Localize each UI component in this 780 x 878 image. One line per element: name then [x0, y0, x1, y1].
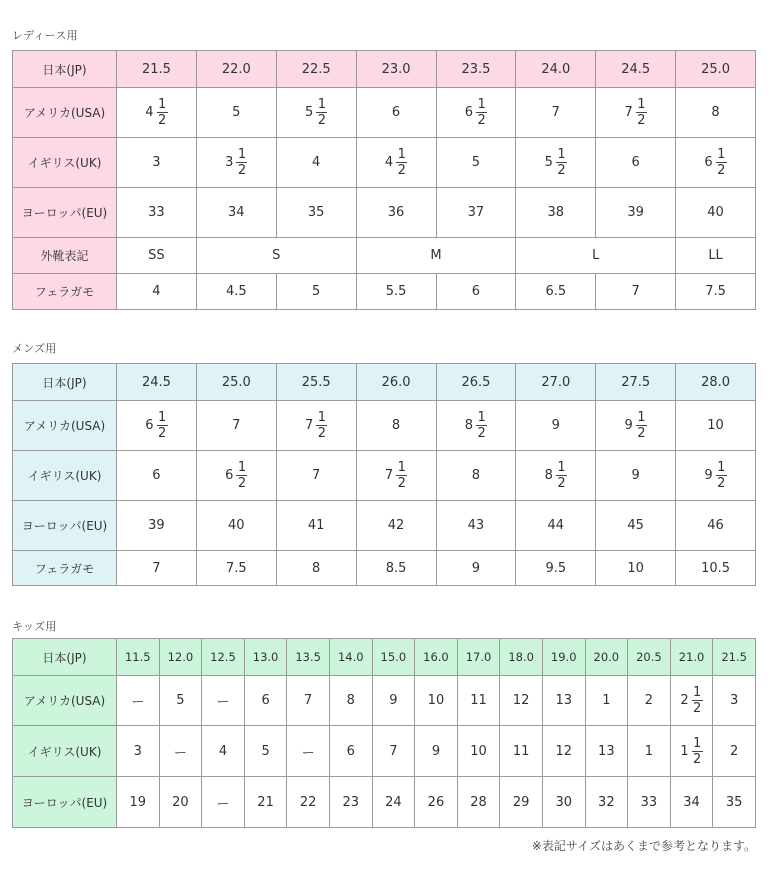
size-cell: 8 [329, 676, 372, 726]
jp-size-cell: 22.5 [276, 51, 356, 88]
jp-size-cell: 28.0 [676, 364, 756, 401]
size-cell: S [196, 238, 356, 274]
row-label: イギリス(UK) [13, 138, 117, 188]
size-row [13, 551, 756, 586]
size-cell: 6 [436, 274, 516, 310]
jp-size-cell: 27.0 [516, 364, 596, 401]
mens-size-table [12, 363, 756, 586]
size-cell: 20 [159, 777, 202, 828]
size-cell: 2 [713, 726, 756, 777]
fraction-value: 2 1 2 [680, 685, 702, 716]
size-cell: 46 [676, 501, 756, 551]
size-row [13, 401, 756, 451]
size-row [13, 777, 756, 828]
row-label: 外靴表記 [13, 238, 117, 274]
size-cell [117, 88, 197, 138]
size-cell: 9 [516, 401, 596, 451]
size-cell: 44 [516, 501, 596, 551]
size-cell: 30 [542, 777, 585, 828]
size-cell: 11 [500, 726, 543, 777]
size-cell: 24 [372, 777, 415, 828]
size-cell: 10.5 [676, 551, 756, 586]
size-cell [356, 451, 436, 501]
size-cell: 21 [244, 777, 287, 828]
size-cell: L [516, 238, 676, 274]
size-cell: 9.5 [516, 551, 596, 586]
fraction-value: 8 1 2 [544, 460, 566, 491]
size-cell [117, 401, 197, 451]
size-cell: 40 [196, 501, 276, 551]
row-label: イギリス(UK) [13, 726, 117, 777]
row-label: フェラガモ [13, 551, 117, 586]
size-row [13, 639, 756, 676]
jp-size-cell: 23.0 [356, 51, 436, 88]
size-cell: 5 [159, 676, 202, 726]
size-cell: 13 [542, 676, 585, 726]
size-cell: 4 [276, 138, 356, 188]
size-cell: 38 [516, 188, 596, 238]
jp-size-cell: 25.0 [196, 364, 276, 401]
jp-size-cell: 22.0 [196, 51, 276, 88]
size-cell: 7 [276, 451, 356, 501]
size-cell: 6.5 [516, 274, 596, 310]
size-cell [596, 88, 676, 138]
size-cell: 1 [585, 676, 628, 726]
size-cell: 8.5 [356, 551, 436, 586]
fraction-value: 7 1 2 [305, 410, 326, 441]
size-row [13, 676, 756, 726]
fraction-value: 3 1 2 [225, 147, 247, 178]
size-cell: 34 [196, 188, 276, 238]
size-cell: 8 [356, 401, 436, 451]
size-cell: 8 [436, 451, 516, 501]
size-row [13, 88, 756, 138]
fraction-value: 7 1 2 [624, 97, 646, 128]
size-cell: 26 [415, 777, 458, 828]
fraction-value: 6 1 2 [225, 460, 247, 491]
size-row [13, 274, 756, 310]
fraction-value: 5 1 2 [544, 147, 566, 178]
size-cell: 10 [415, 676, 458, 726]
size-cell: 11 [457, 676, 500, 726]
size-cell: 4 [202, 726, 245, 777]
size-cell: 41 [276, 501, 356, 551]
size-cell: 6 [356, 88, 436, 138]
row-label: ヨーロッパ(EU) [13, 501, 117, 551]
jp-size-cell: 23.5 [436, 51, 516, 88]
fraction-value: 7 1 2 [384, 460, 406, 491]
row-label: アメリカ(USA) [13, 401, 117, 451]
size-cell [276, 401, 356, 451]
size-cell: 40 [676, 188, 756, 238]
size-cell: LL [676, 238, 756, 274]
size-cell: 42 [356, 501, 436, 551]
size-row [13, 451, 756, 501]
size-cell: 3 [117, 138, 197, 188]
size-cell: 7 [117, 551, 197, 586]
size-cell: 10 [457, 726, 500, 777]
jp-size-cell: 15.0 [372, 639, 415, 676]
size-cell: 39 [596, 188, 676, 238]
size-cell: 37 [436, 188, 516, 238]
size-cell [356, 138, 436, 188]
size-row [13, 188, 756, 238]
size-row [13, 51, 756, 88]
row-label: 日本(JP) [13, 364, 117, 401]
size-cell [196, 138, 276, 188]
size-cell [596, 401, 676, 451]
size-cell: 8 [676, 88, 756, 138]
size-cell [670, 676, 713, 726]
fraction-value: 6 1 2 [464, 97, 486, 128]
size-cell: 9 [372, 676, 415, 726]
jp-size-cell: 18.0 [500, 639, 543, 676]
size-cell: 7 [372, 726, 415, 777]
size-cell: 6 [329, 726, 372, 777]
size-cell: 36 [356, 188, 436, 238]
size-cell: 6 [244, 676, 287, 726]
fraction-value: 4 1 2 [384, 147, 406, 178]
row-label: アメリカ(USA) [13, 88, 117, 138]
row-label: ヨーロッパ(EU) [13, 777, 117, 828]
jp-size-cell: 25.5 [276, 364, 356, 401]
size-cell: 7 [516, 88, 596, 138]
jp-size-cell: 13.0 [244, 639, 287, 676]
size-cell: 5 [276, 274, 356, 310]
size-cell: 23 [329, 777, 372, 828]
size-cell: 7 [596, 274, 676, 310]
jp-size-cell: 11.5 [117, 639, 160, 676]
jp-size-cell: 21.5 [713, 639, 756, 676]
size-cell: 10 [676, 401, 756, 451]
size-cell [676, 451, 756, 501]
size-cell: 12 [542, 726, 585, 777]
size-cell [436, 401, 516, 451]
fraction-value: 6 1 2 [145, 410, 167, 441]
size-cell: 35 [276, 188, 356, 238]
size-cell: 35 [713, 777, 756, 828]
size-cell: 6 [596, 138, 676, 188]
jp-size-cell: 19.0 [542, 639, 585, 676]
size-cell [196, 451, 276, 501]
size-cell: 6 [117, 451, 197, 501]
size-cell: 5.5 [356, 274, 436, 310]
size-cell: M [356, 238, 516, 274]
jp-size-cell: 21.0 [670, 639, 713, 676]
ladies-size-table [12, 50, 756, 310]
size-cell: 39 [117, 501, 197, 551]
fraction-value: 1 1 2 [680, 735, 702, 767]
size-row [13, 364, 756, 401]
jp-size-cell: 21.5 [117, 51, 197, 88]
size-cell: ー [117, 676, 160, 726]
fraction-value: 5 1 2 [305, 97, 326, 128]
size-cell: 12 [500, 676, 543, 726]
size-cell: 22 [287, 777, 330, 828]
size-cell: 8 [276, 551, 356, 586]
jp-size-cell: 24.0 [516, 51, 596, 88]
size-cell: 45 [596, 501, 676, 551]
size-cell: 19 [117, 777, 160, 828]
size-cell: 4.5 [196, 274, 276, 310]
size-cell: 34 [670, 777, 713, 828]
row-label: アメリカ(USA) [13, 676, 117, 726]
size-cell [670, 726, 713, 777]
size-cell: ー [287, 726, 330, 777]
row-label: 日本(JP) [13, 51, 117, 88]
size-cell [516, 138, 596, 188]
jp-size-cell: 12.0 [159, 639, 202, 676]
size-cell: 43 [436, 501, 516, 551]
size-cell: 7.5 [196, 551, 276, 586]
size-cell: 28 [457, 777, 500, 828]
jp-size-cell: 13.5 [287, 639, 330, 676]
jp-size-cell: 17.0 [457, 639, 500, 676]
size-cell: 33 [628, 777, 671, 828]
size-cell: 5 [436, 138, 516, 188]
size-cell: 3 [713, 676, 756, 726]
size-cell: 13 [585, 726, 628, 777]
size-row [13, 501, 756, 551]
size-cell: 33 [117, 188, 197, 238]
jp-size-cell: 16.0 [415, 639, 458, 676]
fraction-value: 9 1 2 [704, 460, 726, 491]
size-cell: ー [202, 676, 245, 726]
fraction-value: 8 1 2 [464, 410, 486, 441]
size-cell [676, 138, 756, 188]
jp-size-cell: 12.5 [202, 639, 245, 676]
size-cell: ー [202, 777, 245, 828]
row-label: フェラガモ [13, 274, 117, 310]
size-cell: ー [159, 726, 202, 777]
jp-size-cell: 27.5 [596, 364, 676, 401]
size-cell: 9 [436, 551, 516, 586]
size-cell: SS [117, 238, 197, 274]
size-cell [276, 88, 356, 138]
size-cell: 10 [596, 551, 676, 586]
jp-size-cell: 20.5 [628, 639, 671, 676]
size-cell: 9 [596, 451, 676, 501]
reference-note: ※表記サイズはあくまで参考となります。 [531, 839, 756, 853]
row-label: 日本(JP) [13, 639, 117, 676]
size-cell: 9 [415, 726, 458, 777]
size-cell: 4 [117, 274, 197, 310]
jp-size-cell: 26.5 [436, 364, 516, 401]
jp-size-cell: 26.0 [356, 364, 436, 401]
jp-size-cell: 25.0 [676, 51, 756, 88]
size-cell: 7 [196, 401, 276, 451]
size-cell: 3 [117, 726, 160, 777]
kids-size-table [12, 638, 756, 828]
jp-size-cell: 24.5 [596, 51, 676, 88]
size-cell: 5 [244, 726, 287, 777]
jp-size-cell: 20.0 [585, 639, 628, 676]
size-cell: 2 [628, 676, 671, 726]
ladies-section-title: レディース用 [12, 29, 78, 42]
size-row [13, 726, 756, 777]
size-cell: 1 [628, 726, 671, 777]
size-row [13, 238, 756, 274]
size-row [13, 138, 756, 188]
size-cell: 29 [500, 777, 543, 828]
fraction-value: 4 1 2 [145, 97, 167, 128]
row-label: ヨーロッパ(EU) [13, 188, 117, 238]
size-cell: 32 [585, 777, 628, 828]
jp-size-cell: 14.0 [329, 639, 372, 676]
jp-size-cell: 24.5 [117, 364, 197, 401]
size-cell: 7 [287, 676, 330, 726]
kids-section-title: キッズ用 [12, 620, 57, 633]
mens-section-title: メンズ用 [12, 342, 57, 355]
fraction-value: 9 1 2 [624, 410, 646, 441]
fraction-value: 6 1 2 [704, 147, 726, 178]
size-cell [436, 88, 516, 138]
size-cell: 7.5 [676, 274, 756, 310]
size-cell [516, 451, 596, 501]
row-label: イギリス(UK) [13, 451, 117, 501]
size-cell: 5 [196, 88, 276, 138]
